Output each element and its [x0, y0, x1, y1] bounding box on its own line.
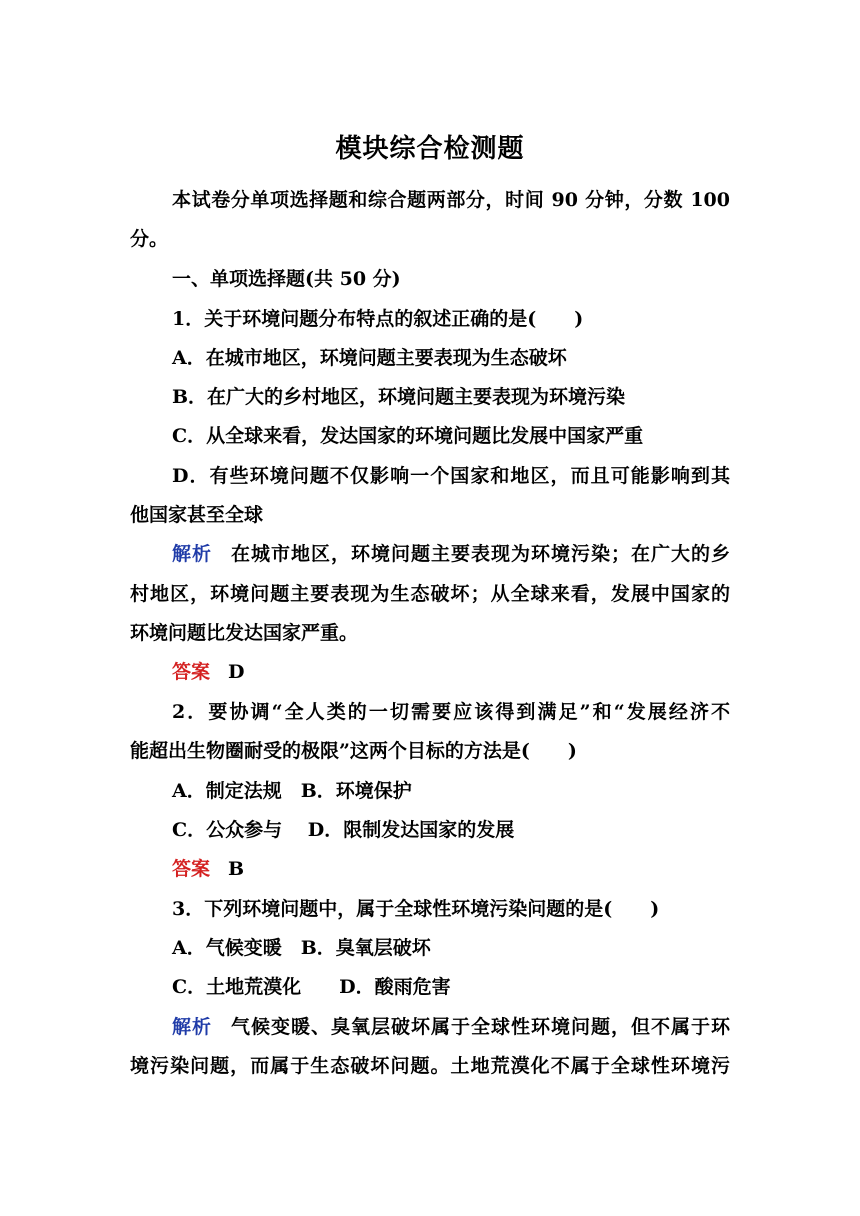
answer-label: 答案	[172, 661, 211, 683]
q2-answer-value: B	[228, 858, 245, 880]
q3-analysis-line-2: 境污染问题，而属于生态破坏问题。土地荒漠化不属于全球性环境污	[130, 1055, 730, 1077]
intro-line-1: 本试卷分单项选择题和综合题两部分，时间 90 分钟，分数 100	[172, 189, 730, 211]
q1-answer	[172, 660, 772, 684]
q2-options-cd: C．公众参与 D．限制发达国家的发展	[172, 819, 515, 841]
q1-option-d-line-1: D．有些环境问题不仅影响一个国家和地区，而且可能影响到其	[172, 465, 730, 487]
q2-options-ab: A．制定法规 B．环境保护	[172, 780, 412, 802]
analysis-label: 解析	[172, 1016, 212, 1038]
q3-analysis-text-1: 气候变暖、臭氧层破坏属于全球性环境问题，但不属于环	[230, 1016, 730, 1038]
answer-label: 答案	[172, 858, 211, 880]
q1-analysis-text-1: 在城市地区，环境问题主要表现为环境污染；在广大的乡	[230, 543, 730, 565]
section-heading: 一、单项选择题(共 50 分)	[172, 268, 401, 290]
analysis-label: 解析	[172, 543, 212, 565]
q1-analysis-line-3: 环境问题比发达国家严重。	[130, 622, 359, 644]
intro-line-2: 分。	[130, 228, 169, 250]
q1-analysis-line-1	[172, 542, 730, 566]
q3-stem: 3．下列环境问题中，属于全球性环境污染问题的是( )	[172, 898, 660, 920]
q2-stem-line-1: 2．要协调“全人类的一切需要应该得到满足”和“发展经济不	[172, 701, 730, 723]
q1-option-a: A．在城市地区，环境问题主要表现为生态破坏	[172, 347, 567, 369]
q1-option-d-line-2: 他国家甚至全球	[130, 504, 264, 526]
q2-answer	[172, 857, 772, 881]
q1-analysis-line-2: 村地区，环境问题主要表现为生态破坏；从全球来看，发展中国家的	[130, 583, 730, 605]
q2-stem-line-2: 能超出生物圈耐受的极限”这两个目标的方法是( )	[130, 740, 577, 762]
q3-options-ab: A．气候变暖 B．臭氧层破坏	[172, 937, 431, 959]
page-title: 模块综合检测题	[335, 134, 525, 164]
q1-answer-value: D	[228, 661, 245, 683]
q1-stem: 1．关于环境问题分布特点的叙述正确的是( )	[172, 308, 584, 330]
q1-option-c: C．从全球来看，发达国家的环境问题比发展中国家严重	[172, 425, 644, 447]
q1-option-b: B．在广大的乡村地区，环境问题主要表现为环境污染	[172, 386, 626, 408]
q3-options-cd: C．土地荒漠化 D．酸雨危害	[172, 976, 451, 998]
q3-analysis-line-1	[172, 1015, 730, 1039]
